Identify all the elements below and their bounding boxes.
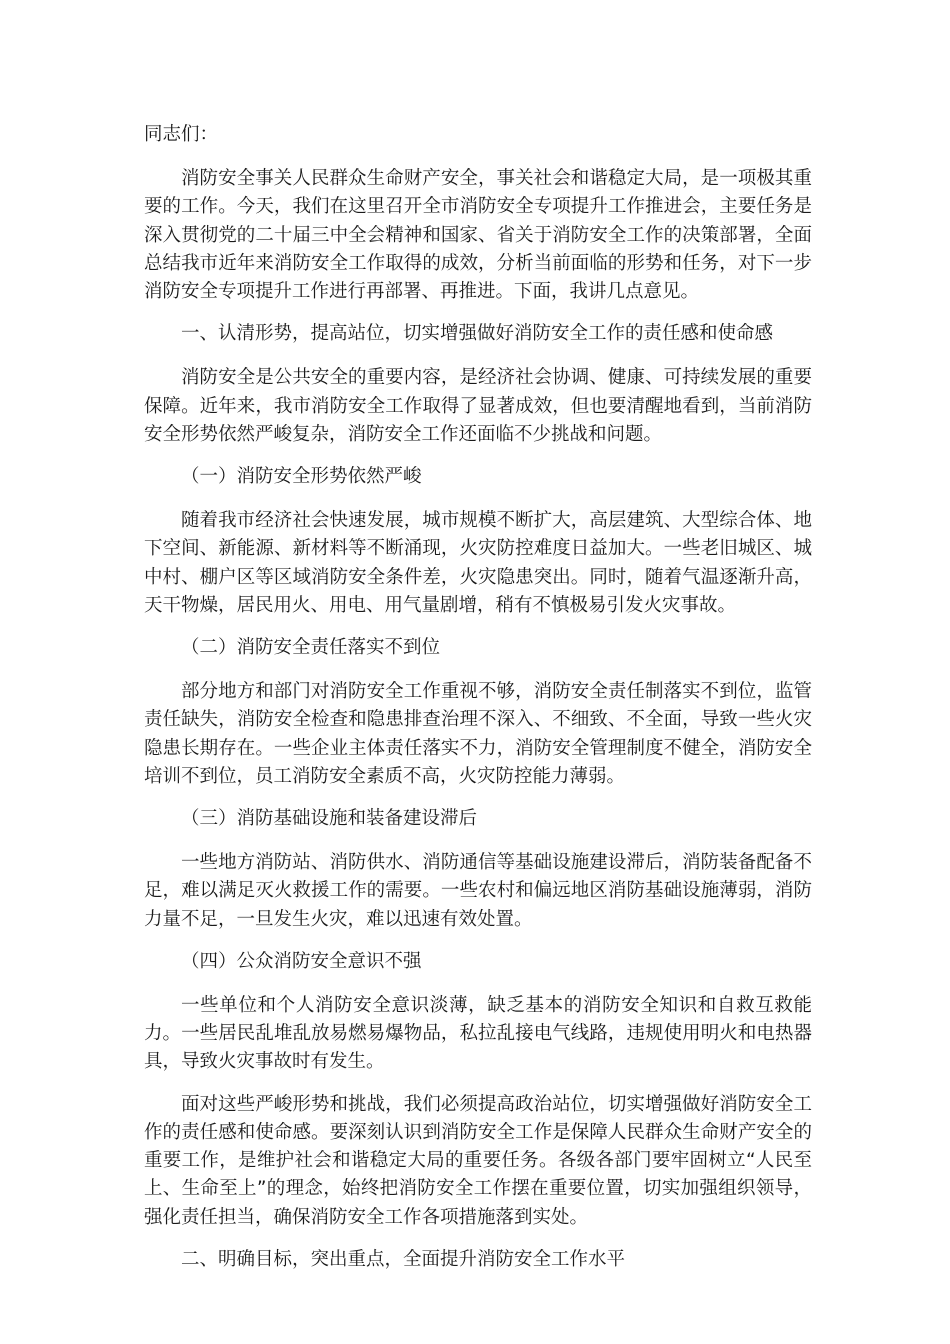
section-1-lead-paragraph: 消防安全是公共安全的重要内容，是经济社会协调、健康、可持续发展的重要保障。近年来，我市消防安全工作取得了显著成效，但也要清醒地看到，当前消防安全形势依然严峻复杂，消防安全工作还面临不少挑战和问题。 bbox=[144, 367, 812, 445]
section-2-heading: 二、明确目标，突出重点，全面提升消防安全工作水平 bbox=[181, 1248, 626, 1270]
subsection-3-paragraph: 一些地方消防站、消防供水、消防通信等基础设施建设滞后，消防装备配备不足，难以满足灭火救援工作的需要。一些农村和偏远地区消防基础设施薄弱，消防力量不足，一旦发生火灾，难以迅速有效处置。 bbox=[144, 852, 812, 930]
subsection-4-heading: （四）公众消防安全意识不强 bbox=[181, 950, 422, 972]
subsection-3-heading: （三）消防基础设施和装备建设滞后 bbox=[181, 808, 478, 830]
section-1-conclusion-paragraph: 面对这些严峻形势和挑战，我们必须提高政治站位，切实增强做好消防安全工作的责任感和使命感。要深刻认识到消防安全工作是保障人民群众生命财产安全的重要工作，是维护社会和谐稳定大局的重要任务。各级各部门要牢固树立“人民至上、生命至上”的理念，始终把消防安全工作摆在重要位置，切实加强组织领导，强化责任担当，确保消防安全工作各项措施落到实处。 bbox=[144, 1093, 812, 1228]
section-1-heading: 一、认清形势，提高站位，切实增强做好消防安全工作的责任感和使命感 bbox=[181, 323, 774, 345]
subsection-4-paragraph: 一些单位和个人消防安全意识淡薄，缺乏基本的消防安全知识和自救互救能力。一些居民乱堆乱放易燃易爆物品，私拉乱接电气线路，违规使用明火和电热器具，导致火灾事故时有发生。 bbox=[144, 995, 812, 1073]
intro-paragraph: 消防安全事关人民群众生命财产安全，事关社会和谐稳定大局，是一项极其重要的工作。今天，我们在这里召开全市消防安全专项提升工作推进会，主要任务是深入贯彻党的二十届三中全会精神和国家、省关于消防安全工作的决策部署，全面总结我市近年来消防安全工作取得的成效，分析当前面临的形势和任务，对下一步消防安全专项提升工作进行再部署、再推进。下面，我讲几点意见。 bbox=[144, 168, 812, 303]
subsection-1-paragraph: 随着我市经济社会快速发展，城市规模不断扩大，高层建筑、大型综合体、地下空间、新能源、新材料等不断涌现，火灾防控难度日益加大。一些老旧城区、城中村、棚户区等区域消防安全条件差，火灾隐患突出。同时，随着气温逐渐升高，天干物燥，居民用火、用电、用气量剧增，稍有不慎极易引发火灾事故。 bbox=[144, 510, 812, 616]
subsection-2-paragraph: 部分地方和部门对消防安全工作重视不够，消防安全责任制落实不到位，监管责任缺失，消防安全检查和隐患排查治理不深入、不细致、不全面，导致一些火灾隐患长期存在。一些企业主体责任落实不力，消防安全管理制度不健全，消防安全培训不到位，员工消防安全素质不高，火灾防控能力薄弱。 bbox=[144, 681, 812, 787]
salutation: 同志们： bbox=[144, 124, 219, 145]
subsection-1-heading: （一）消防安全形势依然严峻 bbox=[181, 466, 422, 488]
document-page bbox=[144, 121, 812, 1290]
subsection-2-heading: （二）消防安全责任落实不到位 bbox=[181, 637, 441, 659]
